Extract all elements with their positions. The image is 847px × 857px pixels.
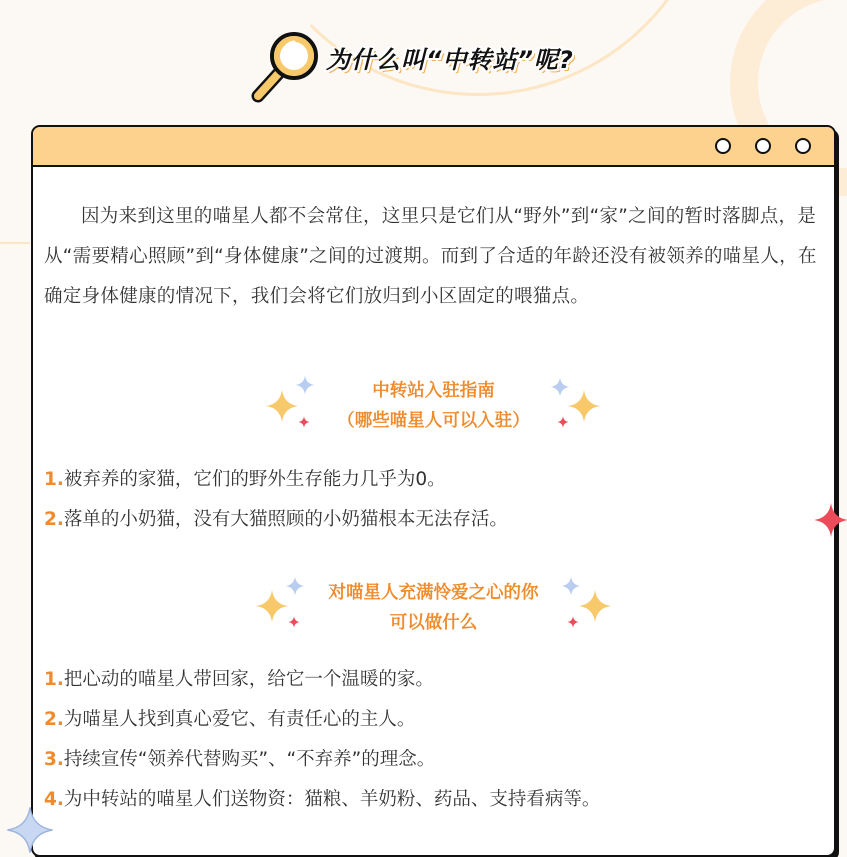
page-title: 为什么叫“中转站”呢?	[326, 46, 574, 74]
window-dot-3	[795, 138, 811, 154]
magnifier-icon	[248, 26, 328, 106]
help-heading	[33, 578, 834, 638]
list-item: 3.持续宣传“领养代替购买”、“不弃养”的理念。	[44, 749, 436, 770]
list-item: 4.为中转站的喵星人们送物资：猫粮、羊奶粉、药品、支持看病等。	[44, 789, 601, 810]
guide-heading-line2: （哪些喵星人可以入驻）	[337, 411, 530, 431]
guide-heading-line1: 中转站入驻指南	[372, 381, 495, 401]
sparkle-blue-icon	[6, 806, 54, 854]
list-item: 1.被弃养的家猫，它们的野外生存能力几乎为0。	[44, 469, 446, 490]
help-heading-line2: 可以做什么	[389, 613, 478, 633]
background-line-left	[0, 242, 30, 244]
guide-list	[44, 460, 824, 540]
window-dot-1	[715, 138, 731, 154]
sparkle-red-icon	[813, 502, 847, 538]
help-heading-line1: 对喵星人充满怜爱之心的你	[328, 583, 539, 603]
list-item: 2.为喵星人找到真心爱它、有责任心的主人。	[44, 709, 416, 730]
intro-paragraph: 因为来到这里的喵星人都不会常住，这里只是它们从“野外”到“家”之间的暂时落脚点，是从“需要精心照顾”到“身体健康”之间的过渡期。而到了合适的年龄还没有被领养的喵星人，在确定身体健康的情况下，我们会将它们放归到小区固定的喂猫点。	[44, 206, 817, 307]
window-dot-2	[755, 138, 771, 154]
list-item: 1.把心动的喵星人带回家，给它一个温暖的家。	[44, 669, 434, 690]
guide-heading	[33, 376, 834, 436]
card-title-bar	[33, 127, 834, 167]
page-header	[0, 0, 847, 110]
help-list	[44, 660, 824, 820]
content-card	[31, 125, 836, 857]
list-item: 2.落单的小奶猫，没有大猫照顾的小奶猫根本无法存活。	[44, 509, 508, 530]
